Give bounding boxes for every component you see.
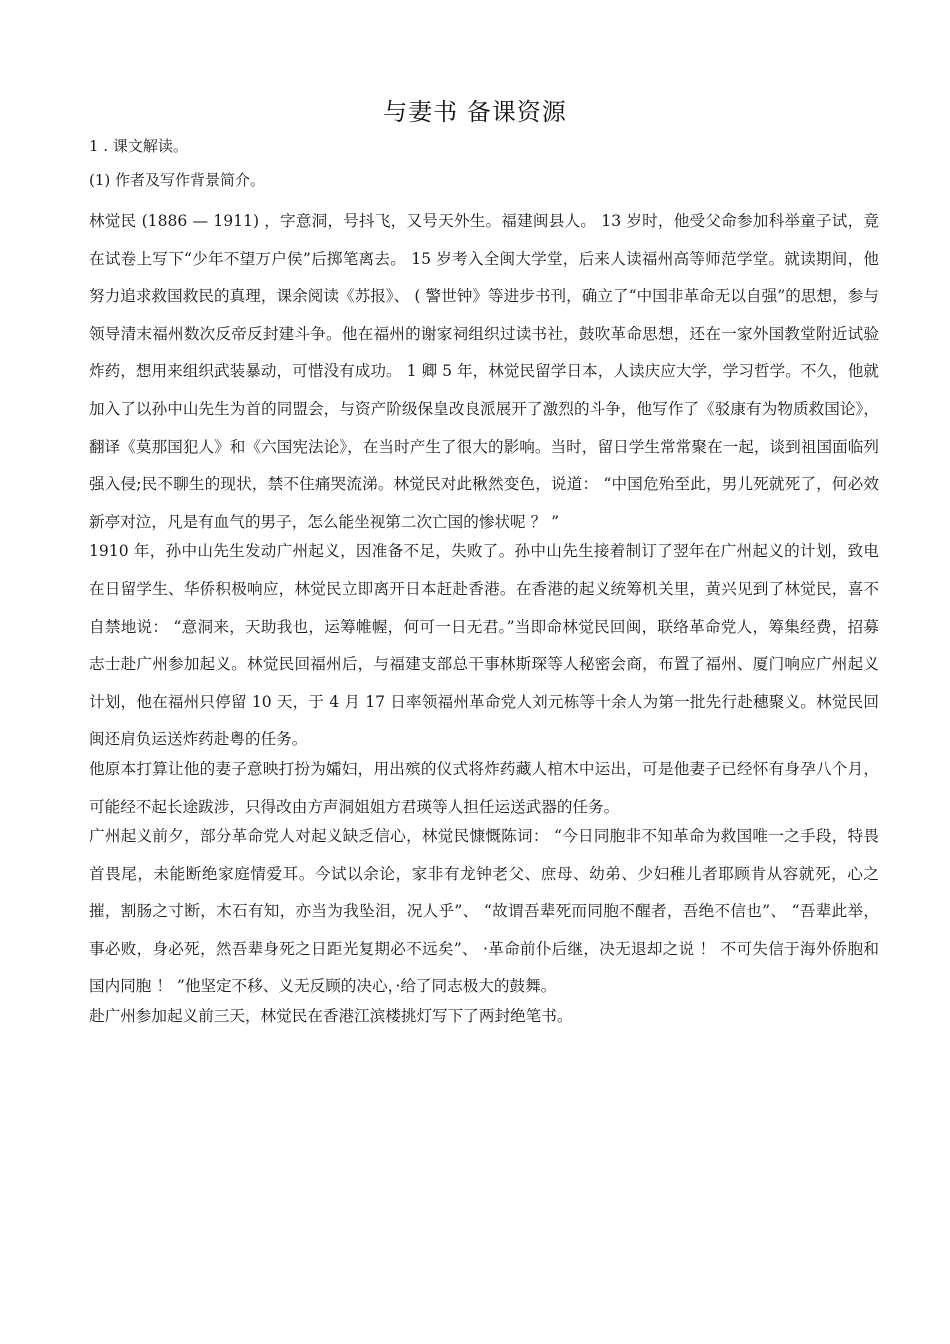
subsection-heading: (1) 作者及写作背景简介。	[89, 171, 266, 189]
paragraph-speech-before-uprising: 广州起义前夕，部分革命党人对起义缺乏信心，林觉民慷慨陈词： “今日同胞非不知革命为救国唯一之手段，特畏首畏尾，未能断绝家庭情爱耳。今试以余论，家非有龙钟老父、庶母、幼弟、少妇稚儿者耶顾肯从容就死，心之摧，割肠之寸断，木石有知，亦当为我坠泪，况人乎”、 “故谓吾辈死而同胞不醒者，吾绝不信也”、 “吾辈此举，事必败，身必死，然吾辈身死之日距光复期必不远矣”、 ·革命前仆后继，决无退却之说 ！ 不可失信于海外侨胞和国内同胞 ！ ”他坚定不移、义无反顾的决心，·给了同志极大的鼓舞。	[89, 827, 879, 996]
paragraph-author-intro: 林觉民 (1886 — 1911) ，字意洞，号抖飞，又号天外生。福建闽县人。 13 岁时，他受父命参加科举童子试，竟在试卷上写下“少年不望万户侯”后掷笔离去。 15 岁考入全闽大学堂，后来人读福州高等师范学堂。就读期间，他努力追求救国救民的真理，课余阅读《苏报》、 ( 警世钟》等进步书刊，确立了“中国非革命无以自强”的思想，参与领导清末福州数次反帝反封建斗争。他在福州的谢家祠组织过读书社，鼓吹革命思想，还在一家外国教堂附近试验炸药，想用来组织武装暴动，可惜没有成功。 1 卿 5 年，林觉民留学日本，人读庆应大学，学习哲学。不久，他就加入了以孙中山先生为首的同盟会，与资产阶级保皇改良派展开了激烈的斗争，他写作了《驳康有为物质救国论》，翻译《莫那国犯人》和《六国宪法论》，在当时产生了很大的影响。当时，留日学生常常聚在一起，谈到祖国面临列强入侵;民不聊生的现状，禁不住痛哭流涕。林觉民对此楸然变色，说道： “中国危殆至此，男儿死就死了，何必效新亭对泣，凡是有血气的男子，怎么能坐视第二次亡国的惨状呢 ？ ”	[89, 212, 879, 531]
section-heading: 1 . 课文解读。	[89, 137, 188, 155]
paragraph-guangzhou-uprising-plan: 1910 年，孙中山先生发动广州起义，因准备不足，失败了。孙中山先生接着制订了翌年在广州起义的计划，致电在日留学生、华侨积极响应，林觉民立即离开日本赶赴香港。在香港的起义统筹机关里，黄兴见到了林觉民，喜不自禁地说： “意洞来，天助我也，运筹帷幄，何可一日无君。”当即命林觉民回闽，联络革命党人，筹集经费，招募志士赴广州参加起义。林觉民回福州后，与福建支部总干事林斯琛等人秘密会商，布置了福州、厦门响应广州起义计划，他在福州只停留 10 天，于 4 月 17 日率领福州革命党人刘元栋等十余人为第一批先行赴穗聚义。林觉民回闽还肩负运送炸药赴粤的任务。	[89, 542, 879, 749]
paragraph-explosives-transport: 他原本打算让他的妻子意映打扮为孀妇，用出殡的仪式将炸药藏人棺木中运出，可是他妻子已经怀有身孕八个月，可能经不起长途跋涉，只得改由方声洞姐姐方君瑛等人担任运送武器的任务。	[89, 759, 879, 816]
paragraph-farewell-letters: 赴广州参加起义前三天，林觉民在香港江滨楼挑灯写下了两封绝笔书。	[89, 1007, 573, 1026]
document-body	[89, 136, 879, 1036]
document-title: 与妻书 备课资源	[383, 98, 567, 126]
